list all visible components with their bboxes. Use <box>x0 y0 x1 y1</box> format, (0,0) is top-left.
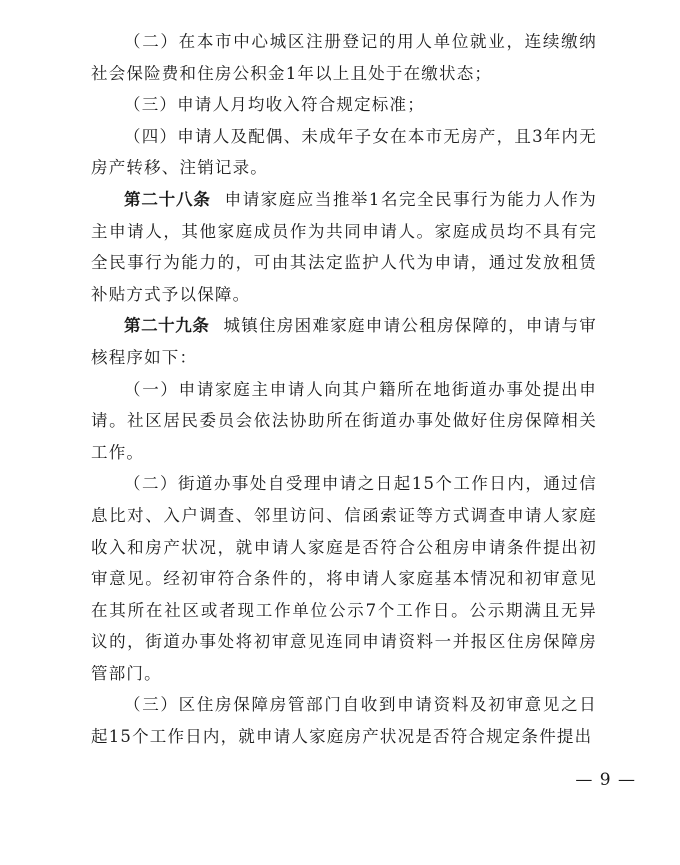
paragraph-text: （三）区住房保障房管部门自收到申请资料及初审意见之日起15个工作日内，就申请人家庭房产状况是否符合规定条件提出 <box>91 695 597 747</box>
paragraph-step-2 <box>91 468 597 689</box>
article-number: 第二十九条 <box>124 316 210 336</box>
paragraph-step-3 <box>91 689 597 752</box>
paragraph-text: （四）申请人及配偶、未成年子女在本市无房产，且3年内无房产转移、注销记录。 <box>91 126 597 178</box>
paragraph-item-4-property <box>91 121 597 184</box>
paragraph-text: 申请家庭应当推举1名完全民事行为能力人作为主申请人，其他家庭成员作为共同申请人。家庭成员均不具有完全民事行为能力的，可由其法定监护人代为申请，通过发放租赁补贴方式予以保障。 <box>91 189 598 304</box>
article-number: 第二十八条 <box>124 189 211 209</box>
page-number: — 9 — <box>575 770 636 790</box>
paragraph-step-1 <box>91 374 597 469</box>
paragraph-text: （一）申请家庭主申请人向其户籍所在地街道办事处提出申请。社区居民委员会依法协助所在街道办事处做好住房保障相关工作。 <box>91 379 597 462</box>
paragraph-text: （二）在本市中心城区注册登记的用人单位就业，连续缴纳社会保险费和住房公积金1年以上且处于在缴状态； <box>91 32 597 83</box>
paragraph-text: （二）街道办事处自受理申请之日起15个工作日内，通过信息比对、入户调查、邻里访问、信函索证等方式调查申请人家庭收入和房产状况，就申请人家庭是否符合公租房申请条件提出初审意见。经初审符合条件的，将申请人家庭基本情况和初审意见在其所在社区或者现工作单位公示7个工作日。公示期满且无异议的，街道办事处将初审意见连同申请资料一并报区住房保障房管部门。 <box>91 474 597 683</box>
document-page <box>91 26 597 753</box>
paragraph-item-3-income <box>91 89 597 121</box>
paragraph-text: （三）申请人月均收入符合规定标准； <box>124 95 425 115</box>
paragraph-text: 城镇住房困难家庭申请公租房保障的，申请与审核程序如下： <box>91 316 598 367</box>
paragraph-article-28 <box>91 184 597 310</box>
paragraph-item-2-employment <box>91 26 597 89</box>
paragraph-article-29 <box>91 310 597 373</box>
